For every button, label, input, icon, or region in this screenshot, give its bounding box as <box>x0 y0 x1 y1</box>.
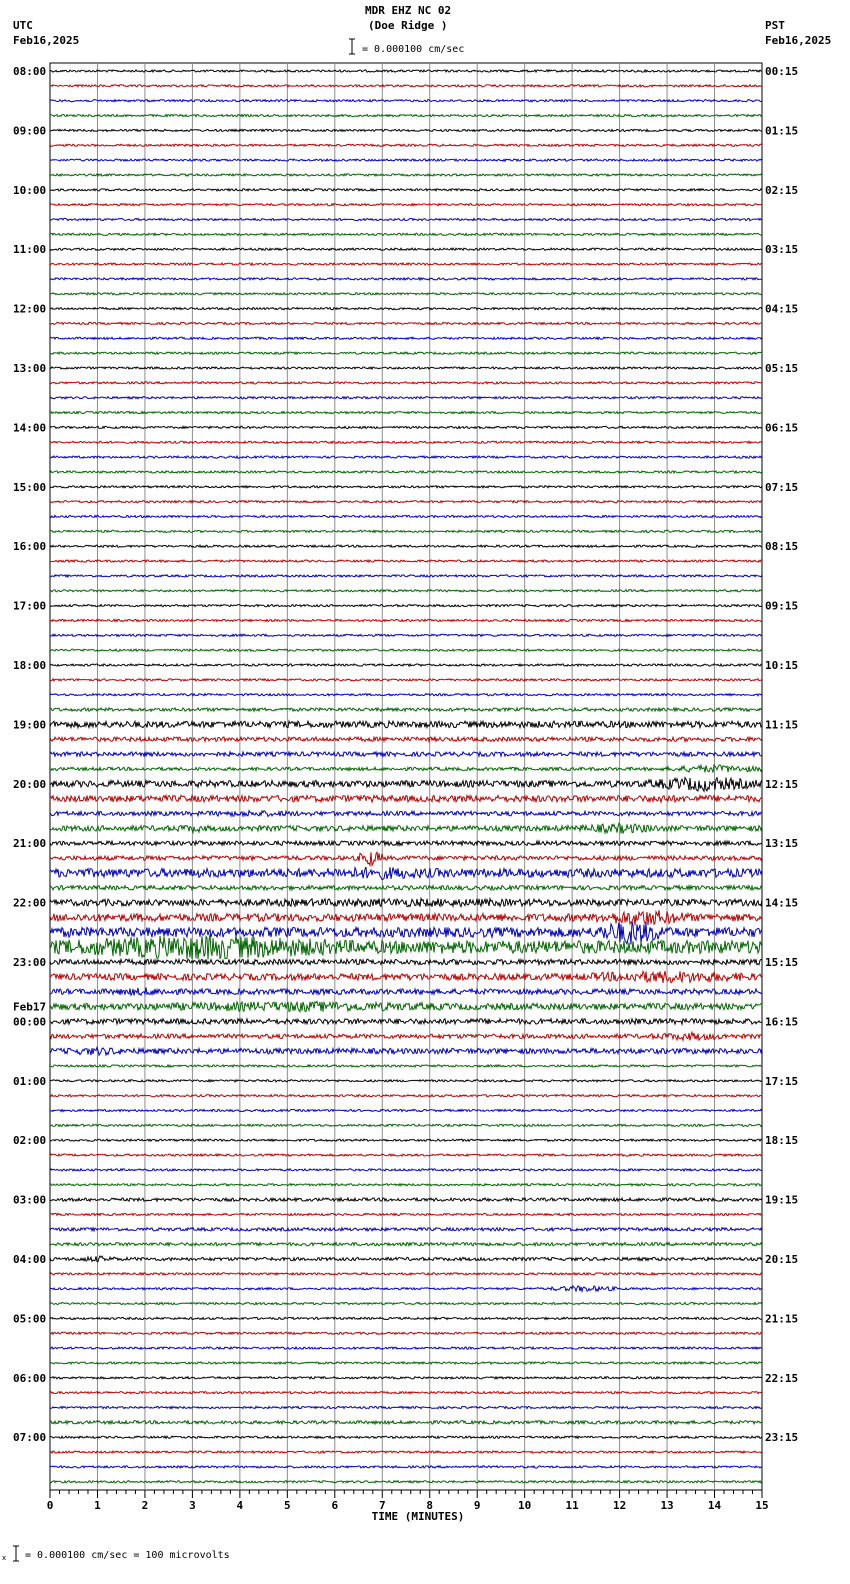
trace-row <box>50 1451 762 1453</box>
trace-row <box>50 308 762 310</box>
pst-hour-label: 20:15 <box>765 1253 799 1266</box>
plot-frame <box>50 63 762 1490</box>
pst-hour-label: 14:15 <box>765 896 799 910</box>
x-tick-label: 6 <box>331 1499 339 1512</box>
trace-row <box>50 159 762 161</box>
x-tick-label: 2 <box>141 1499 149 1512</box>
x-tick-label: 11 <box>565 1499 579 1512</box>
trace-row <box>50 1047 762 1055</box>
utc-hour-label: 15:00 <box>13 480 47 494</box>
trace-row <box>50 1154 762 1156</box>
x-tick-label: 0 <box>46 1499 54 1512</box>
x-tick-label: 7 <box>378 1499 386 1512</box>
trace-row <box>50 1362 762 1364</box>
trace-row <box>50 471 762 473</box>
date-change-label: Feb17 <box>13 1000 47 1014</box>
trace-row <box>50 1332 762 1334</box>
trace-row <box>50 1347 762 1349</box>
trace-row <box>50 1095 762 1097</box>
trace-row <box>50 1124 762 1126</box>
trace-row <box>50 560 762 562</box>
utc-hour-label: 00:00 <box>13 1015 47 1029</box>
trace-row <box>50 441 762 443</box>
utc-hour-label: 12:00 <box>13 302 47 316</box>
utc-hour-label: 05:00 <box>13 1312 47 1326</box>
trace-row <box>50 501 762 503</box>
utc-hour-label: 13:00 <box>13 362 47 375</box>
trace-row <box>50 1317 762 1319</box>
trace-row <box>50 886 762 890</box>
utc-hour-label: 23:00 <box>13 956 47 969</box>
pst-hour-label: 04:15 <box>765 302 799 316</box>
trace-row <box>50 530 762 532</box>
trace-row <box>50 959 762 964</box>
trace-row <box>50 1002 762 1012</box>
trace-row <box>50 545 762 547</box>
pst-hour-label: 09:15 <box>765 599 799 613</box>
trace-row <box>50 795 762 802</box>
trace-row <box>50 1169 762 1171</box>
pst-hour-label: 07:15 <box>765 480 799 494</box>
footer-scale-text: = 0.000100 cm/sec = 100 microvolts <box>25 1550 230 1561</box>
pst-hour-label: 05:15 <box>765 362 799 375</box>
trace-row <box>50 1213 762 1215</box>
trace-row <box>50 679 762 681</box>
x-tick-label: 8 <box>426 1499 434 1512</box>
utc-hour-label: 22:00 <box>13 896 47 910</box>
pst-hour-label: 08:15 <box>765 540 799 554</box>
utc-hour-label: 21:00 <box>13 837 47 851</box>
pst-hour-label: 02:15 <box>765 183 799 197</box>
utc-hour-label: 19:00 <box>13 718 47 732</box>
trace-row <box>50 1109 762 1111</box>
pst-hour-label: 15:15 <box>765 956 799 969</box>
trace-row <box>50 778 762 792</box>
trace-row <box>50 910 762 925</box>
pst-hour-label: 00:15 <box>765 65 799 78</box>
utc-hour-label: 07:00 <box>13 1431 47 1445</box>
utc-hour-label: 10:00 <box>13 183 47 197</box>
trace-row <box>50 605 762 607</box>
trace-row <box>50 174 762 176</box>
utc-hour-label: 01:00 <box>13 1074 47 1088</box>
trace-row <box>50 204 762 206</box>
trace-row <box>50 278 762 280</box>
trace-row <box>50 1080 762 1082</box>
trace-row <box>50 293 762 295</box>
utc-hour-label: 02:00 <box>13 1134 47 1148</box>
pst-hour-label: 13:15 <box>765 837 799 851</box>
left-timezone: UTC <box>13 19 33 32</box>
trace-row <box>50 263 762 265</box>
trace-row <box>50 649 762 651</box>
trace-row <box>50 971 762 983</box>
trace-row <box>50 1421 762 1424</box>
trace-row <box>50 1256 762 1262</box>
x-tick-label: 5 <box>284 1499 291 1512</box>
trace-row <box>50 1436 762 1438</box>
pst-hour-label: 03:15 <box>765 243 799 257</box>
trace-row <box>50 367 762 369</box>
trace-row <box>50 922 762 945</box>
trace-row <box>50 426 762 428</box>
trace-row <box>50 337 762 339</box>
trace-row <box>50 85 762 87</box>
trace-row <box>50 1184 762 1186</box>
trace-row <box>50 1198 762 1201</box>
trace-row <box>50 70 762 72</box>
pst-hour-label: 16:15 <box>765 1015 799 1029</box>
scale-value: = 0.000100 cm/sec <box>362 44 465 55</box>
trace-row <box>50 708 762 711</box>
utc-hour-label: 06:00 <box>13 1371 47 1385</box>
utc-hour-label: 11:00 <box>13 243 47 257</box>
trace-row <box>50 218 762 220</box>
pst-hour-label: 17:15 <box>765 1074 799 1088</box>
trace-row <box>50 1481 762 1483</box>
x-axis-label: TIME (MINUTES) <box>371 1510 465 1523</box>
trace-row <box>50 1466 762 1468</box>
x-tick-label: 3 <box>189 1499 196 1512</box>
pst-hour-label: 21:15 <box>765 1312 799 1326</box>
trace-row <box>50 382 762 384</box>
trace-row <box>50 694 762 696</box>
pst-hour-label: 19:15 <box>765 1193 799 1207</box>
trace-row <box>50 590 762 592</box>
x-tick-label: 15 <box>755 1499 769 1512</box>
trace-row <box>50 233 762 235</box>
pst-hour-label: 18:15 <box>765 1134 799 1148</box>
trace-row <box>50 619 762 621</box>
pst-hour-label: 22:15 <box>765 1371 799 1385</box>
trace-row <box>50 1019 762 1024</box>
svg-text:x: x <box>2 1554 7 1562</box>
trace-row <box>50 412 762 414</box>
trace-row <box>50 721 762 728</box>
trace-row <box>50 397 762 399</box>
trace-row <box>50 1406 762 1408</box>
trace-row <box>50 664 762 666</box>
trace-row <box>50 737 762 741</box>
x-tick-label: 13 <box>660 1499 674 1512</box>
pst-hour-label: 10:15 <box>765 659 799 672</box>
pst-hour-label: 01:15 <box>765 124 799 138</box>
pst-hour-label: 11:15 <box>765 718 799 732</box>
plot-title: MDR EHZ NC 02 <box>365 4 452 17</box>
trace-row <box>50 1273 762 1275</box>
trace-row <box>50 1139 762 1141</box>
trace-row <box>50 144 762 146</box>
trace-row <box>50 129 762 131</box>
x-tick-label: 4 <box>236 1499 244 1512</box>
left-date: Feb16,2025 <box>13 34 80 47</box>
trace-row <box>50 575 762 577</box>
trace-row <box>50 841 762 845</box>
x-tick-label: 1 <box>94 1499 101 1512</box>
trace-row <box>50 115 762 117</box>
trace-row <box>50 867 762 880</box>
trace-row <box>50 811 762 817</box>
utc-hour-label: 03:00 <box>13 1193 47 1207</box>
trace-row <box>50 456 762 458</box>
trace-row <box>50 1377 762 1379</box>
utc-hour-label: 16:00 <box>13 540 47 554</box>
trace-row <box>50 248 762 250</box>
utc-hour-label: 14:00 <box>13 421 47 435</box>
trace-row <box>50 823 762 834</box>
trace-row <box>50 1032 762 1040</box>
trace-row <box>50 515 762 517</box>
trace-row <box>50 1303 762 1305</box>
trace-row <box>50 322 762 324</box>
right-timezone: PST <box>765 19 785 32</box>
trace-row <box>50 1243 762 1246</box>
x-tick-label: 14 <box>707 1499 722 1512</box>
trace-row <box>50 765 762 773</box>
footer-scale-icon <box>2 1545 24 1563</box>
utc-hour-label: 04:00 <box>13 1253 47 1266</box>
utc-hour-label: 08:00 <box>13 65 47 78</box>
pst-hour-label: 06:15 <box>765 421 799 435</box>
trace-row <box>50 987 762 995</box>
trace-row <box>50 100 762 102</box>
trace-row <box>50 189 762 191</box>
trace-row <box>50 352 762 354</box>
trace-row <box>50 1392 762 1394</box>
trace-row <box>50 852 762 865</box>
utc-hour-label: 09:00 <box>13 124 47 138</box>
utc-hour-label: 17:00 <box>13 599 47 613</box>
x-tick-label: 10 <box>518 1499 532 1512</box>
right-date: Feb16,2025 <box>765 34 832 47</box>
station-subtitle: (Doe Ridge ) <box>368 19 448 32</box>
trace-row <box>50 1286 762 1291</box>
pst-hour-label: 23:15 <box>765 1431 799 1445</box>
trace-row <box>50 752 762 756</box>
trace-row <box>50 1228 762 1231</box>
trace-row <box>50 898 762 906</box>
x-tick-label: 9 <box>473 1499 481 1512</box>
trace-row <box>50 634 762 636</box>
utc-hour-label: 20:00 <box>13 777 47 791</box>
utc-hour-label: 18:00 <box>13 659 47 672</box>
trace-row <box>50 1065 762 1067</box>
pst-hour-label: 12:15 <box>765 777 799 791</box>
trace-row <box>50 486 762 488</box>
x-tick-label: 12 <box>612 1499 627 1512</box>
